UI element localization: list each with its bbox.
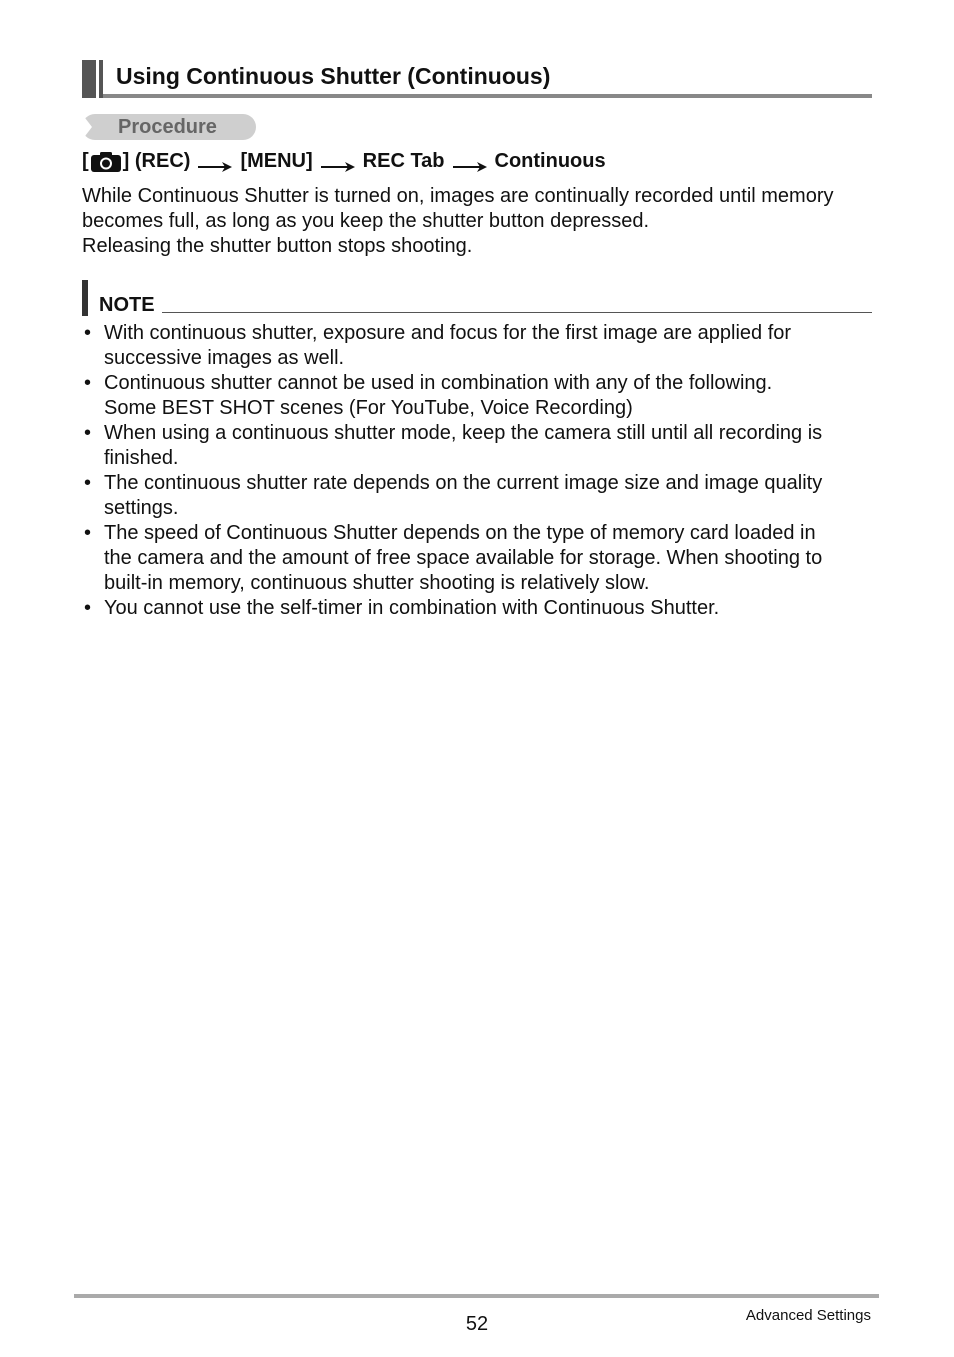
note-line: finished. [104,447,179,469]
header-underline [103,94,872,98]
page-number: 52 [465,1313,489,1335]
bullet: • [84,472,92,494]
bullet: • [84,372,92,394]
procedure-notch [82,114,92,140]
list-item [82,371,872,421]
list-item [82,421,872,471]
note-label: NOTE [99,294,155,316]
body-text [82,184,882,259]
note-line: the camera and the amount of free space available for storage. When shooting to [104,547,823,569]
list-item [82,521,872,596]
body-line: Releasing the shutter button stops shooting. [82,235,473,257]
note-line: successive images as well. [104,347,345,369]
camera-icon [90,151,122,173]
arrow-right-icon [453,156,487,168]
bullet: • [84,322,92,344]
note-line: settings. [104,497,179,519]
footer-rule [74,1294,879,1298]
section-header [82,60,872,98]
bullet: • [84,597,92,619]
footer-section-name: Advanced Settings [745,1307,871,1324]
note-line: built-in memory, continuous shutter shooting is relatively slow. [104,572,650,594]
note-line: Continuous shutter cannot be used in combination with any of the following. [104,372,773,394]
note-line: You cannot use the self-timer in combination with Continuous Shutter. [104,597,720,619]
note-list [82,321,872,621]
bullet: • [84,422,92,444]
note-line: When using a continuous shutter mode, keep the camera still until all recording is [104,422,823,444]
header-bar-thick [82,60,96,98]
note-rule [162,312,872,313]
section-title: Using Continuous Shutter (Continuous) [116,63,551,89]
note-line: With continuous shutter, exposure and focus for the first image are applied for [104,322,792,344]
body-line: becomes full, as long as you keep the shutter button depressed. [82,210,650,232]
note-header [82,280,872,316]
header-bar-thin [99,60,103,98]
list-item [82,596,872,621]
note-line: The continuous shutter rate depends on the current image size and image quality [104,472,823,494]
list-item [82,471,872,521]
path-menu: [MENU] [240,150,313,172]
path-open-bracket: [ [82,150,89,172]
arrow-right-icon [321,156,355,168]
path-rec-tab: REC Tab [362,150,445,172]
note-line: Some BEST SHOT scenes (For YouTube, Voice Recording) [104,397,633,419]
arrow-right-icon [198,156,232,168]
path-continuous: Continuous [494,150,606,172]
note-bar [82,280,88,316]
note-line: The speed of Continuous Shutter depends on the type of memory card loaded in [104,522,816,544]
menu-path [82,150,606,173]
procedure-label: Procedure [118,116,217,138]
procedure-badge [82,114,256,140]
list-item [82,321,872,371]
body-line: While Continuous Shutter is turned on, images are continually recorded until memory [82,185,834,207]
bullet: • [84,522,92,544]
path-rec: ] (REC) [122,150,191,172]
